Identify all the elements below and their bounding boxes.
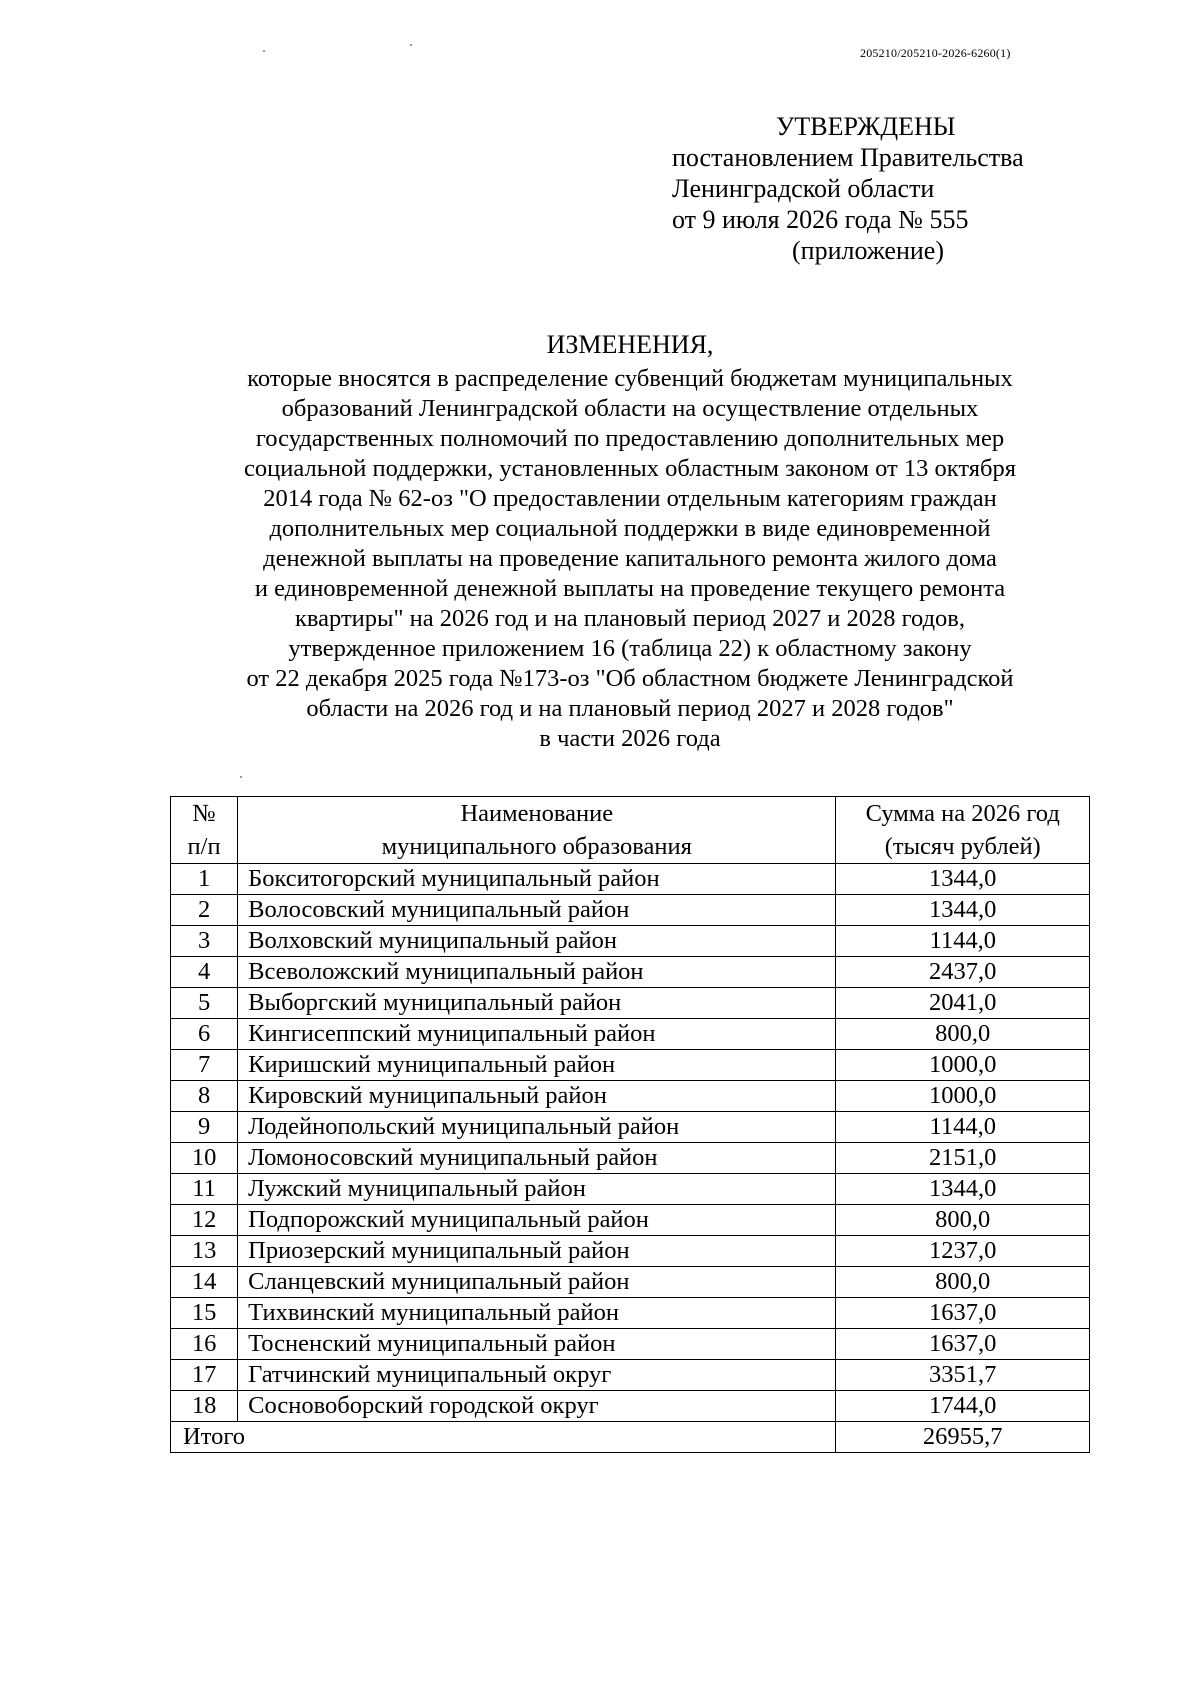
subtitle-line: государственных полномочий по предоставлению дополнительных мер (255, 425, 1005, 452)
row-sum: 1144,0 (836, 926, 1090, 957)
subtitle-line: 2014 года № 62-оз "О предоставлении отдельным категориям граждан (263, 485, 997, 512)
table-row (171, 1205, 1090, 1236)
subtitle-line: дополнительных мер социальной поддержки в виде единовременной (269, 515, 991, 542)
approval-line-3: от 9 июля 2026 года № 555 (672, 205, 969, 234)
row-sum: 1637,0 (836, 1298, 1090, 1329)
total-sum: 26955,7 (836, 1422, 1090, 1453)
row-name: Приозерский муниципальный район (238, 1236, 836, 1267)
table-row (171, 957, 1090, 988)
row-number: 18 (171, 1391, 238, 1422)
table-row (171, 1236, 1090, 1267)
header-name-line2: муниципального образования (381, 833, 692, 860)
row-name: Выборгский муниципальный район (238, 988, 836, 1019)
row-number: 8 (171, 1081, 238, 1112)
table-row (171, 1360, 1090, 1391)
row-number: 10 (171, 1143, 238, 1174)
document-id: 205210/205210-2026-6260(1) (860, 46, 1011, 60)
table-row (171, 1298, 1090, 1329)
subtitle-line: денежной выплаты на проведение капитального ремонта жилого дома (263, 545, 997, 572)
document-subtitle (150, 364, 1110, 754)
table-row (171, 1267, 1090, 1298)
row-sum: 2151,0 (836, 1143, 1090, 1174)
row-sum: 1344,0 (836, 864, 1090, 895)
row-sum: 1344,0 (836, 1174, 1090, 1205)
subtitle-line: от 22 декабря 2025 года №173-оз "Об областном бюджете Ленинградской (246, 665, 1014, 692)
row-name: Кингисеппский муниципальный район (238, 1019, 836, 1050)
table-row (171, 1143, 1090, 1174)
table-row (171, 988, 1090, 1019)
subtitle-line: которые вносятся в распределение субвенций бюджетам муниципальных (247, 365, 1013, 392)
row-sum: 3351,7 (836, 1360, 1090, 1391)
table-header-row (171, 797, 1090, 864)
row-name: Подпорожский муниципальный район (238, 1205, 836, 1236)
approval-block (672, 111, 1092, 266)
table-row (171, 926, 1090, 957)
row-sum: 1637,0 (836, 1329, 1090, 1360)
row-sum: 1744,0 (836, 1391, 1090, 1422)
subtitle-line: образований Ленинградской области на осуществление отдельных (281, 395, 979, 422)
row-sum: 800,0 (836, 1205, 1090, 1236)
row-name: Бокситогорский муниципальный район (238, 864, 836, 895)
row-name: Волховский муниципальный район (238, 926, 836, 957)
row-name: Ломоносовский муниципальный район (238, 1143, 836, 1174)
row-number: 7 (171, 1050, 238, 1081)
table-row (171, 1081, 1090, 1112)
subtitle-line: социальной поддержки, установленных областным законом от 13 октября (244, 455, 1016, 482)
header-number-line2: п/п (187, 833, 221, 860)
row-number: 9 (171, 1112, 238, 1143)
subtitle-line: квартиры" на 2026 год и на плановый период 2027 и 2028 годов, (295, 605, 965, 632)
row-sum: 1344,0 (836, 895, 1090, 926)
header-number-line1: № (192, 800, 216, 827)
approval-line-1: постановлением Правительства (672, 143, 1024, 172)
subtitle-line: и единовременной денежной выплаты на проведение текущего ремонта (254, 575, 1006, 602)
table-row (171, 1391, 1090, 1422)
subtitle-line: в части 2026 года (539, 725, 721, 752)
row-name: Волосовский муниципальный район (238, 895, 836, 926)
header-sum-line1: Сумма на 2026 год (865, 800, 1060, 827)
table-row (171, 1112, 1090, 1143)
total-row (171, 1422, 1090, 1453)
row-name: Киришский муниципальный район (238, 1050, 836, 1081)
row-name: Гатчинский муниципальный округ (238, 1360, 836, 1391)
document-title: ИЗМЕНЕНИЯ, (546, 330, 714, 359)
row-sum: 2437,0 (836, 957, 1090, 988)
header-name (238, 797, 836, 864)
row-name: Всеволожский муниципальный район (238, 957, 836, 988)
row-number: 5 (171, 988, 238, 1019)
row-number: 1 (171, 864, 238, 895)
row-sum: 800,0 (836, 1267, 1090, 1298)
table-row (171, 1174, 1090, 1205)
row-number: 17 (171, 1360, 238, 1391)
row-name: Кировский муниципальный район (238, 1081, 836, 1112)
scan-speck (240, 776, 242, 778)
row-sum: 1144,0 (836, 1112, 1090, 1143)
row-number: 11 (171, 1174, 238, 1205)
row-number: 2 (171, 895, 238, 926)
row-name: Тосненский муниципальный район (238, 1329, 836, 1360)
row-sum: 800,0 (836, 1019, 1090, 1050)
row-number: 3 (171, 926, 238, 957)
approval-line-2: Ленинградской области (672, 174, 935, 203)
row-sum: 1237,0 (836, 1236, 1090, 1267)
row-number: 15 (171, 1298, 238, 1329)
row-sum: 1000,0 (836, 1081, 1090, 1112)
subtitle-line: утвержденное приложением 16 (таблица 22) к областному закону (288, 635, 972, 662)
budget-distribution-table (170, 796, 1090, 1453)
approval-heading: УТВЕРЖДЕНЫ (776, 112, 956, 141)
row-number: 14 (171, 1267, 238, 1298)
scan-speck (410, 44, 412, 46)
table-row (171, 1050, 1090, 1081)
row-name: Тихвинский муниципальный район (238, 1298, 836, 1329)
row-name: Лодейнопольский муниципальный район (238, 1112, 836, 1143)
row-name: Сланцевский муниципальный район (238, 1267, 836, 1298)
subtitle-line: области на 2026 год и на плановый период 2027 и 2028 годов" (306, 695, 954, 722)
row-number: 6 (171, 1019, 238, 1050)
row-number: 13 (171, 1236, 238, 1267)
table-row (171, 895, 1090, 926)
scan-speck (263, 50, 265, 52)
table-row (171, 1019, 1090, 1050)
header-sum (836, 797, 1090, 864)
header-sum-line2: (тысяч рублей) (884, 833, 1041, 860)
row-sum: 1000,0 (836, 1050, 1090, 1081)
row-number: 4 (171, 957, 238, 988)
row-sum: 2041,0 (836, 988, 1090, 1019)
header-number (171, 797, 238, 864)
row-number: 12 (171, 1205, 238, 1236)
table-row (171, 1329, 1090, 1360)
approval-appendix: (приложение) (792, 236, 945, 265)
header-name-line1: Наименование (460, 800, 614, 827)
row-name: Лужский муниципальный район (238, 1174, 836, 1205)
total-label: Итого (171, 1422, 836, 1453)
table-row (171, 864, 1090, 895)
row-name: Сосновоборский городской округ (238, 1391, 836, 1422)
row-number: 16 (171, 1329, 238, 1360)
